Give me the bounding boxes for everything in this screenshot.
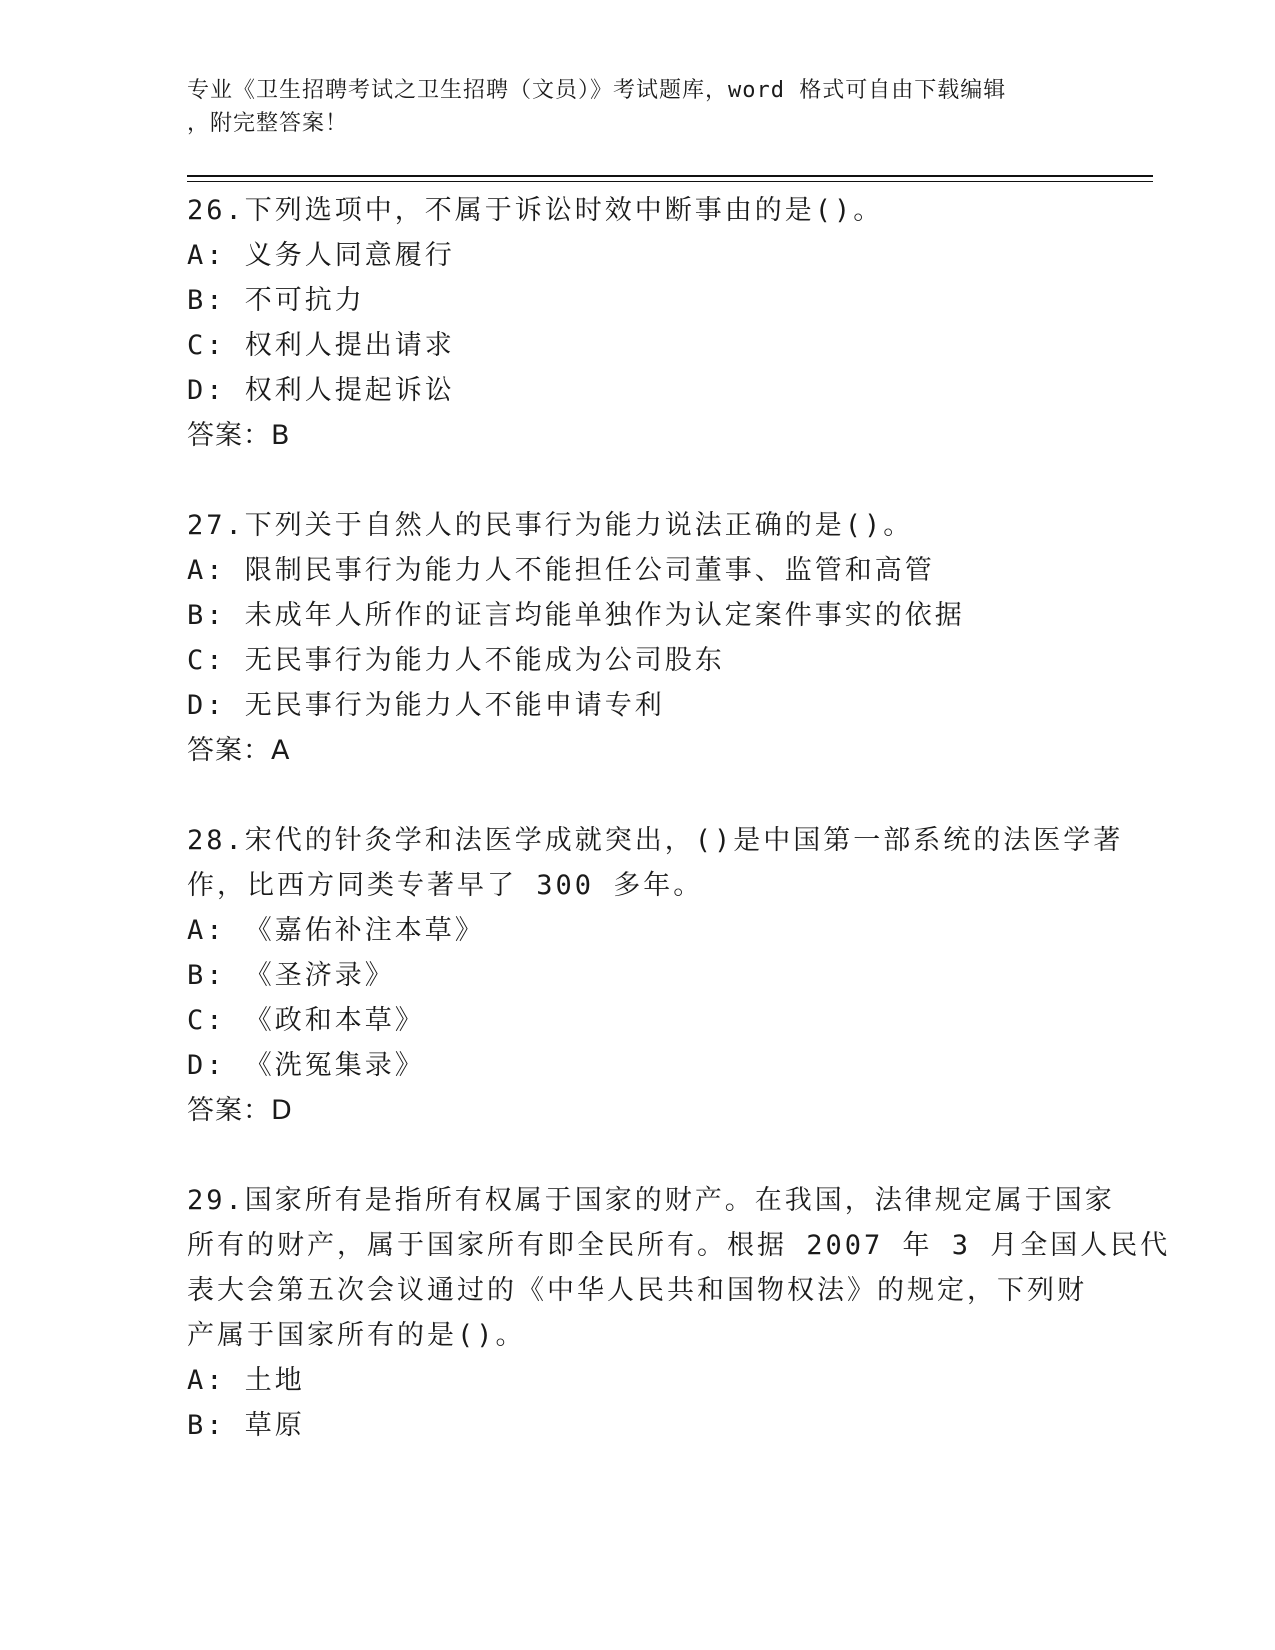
question-29: [187, 1178, 1171, 1448]
answer-text: 答案：A: [187, 735, 291, 766]
option-a: A: 义务人同意履行: [187, 240, 455, 271]
question-28: [187, 818, 1124, 1133]
option-b: B: 不可抗力: [187, 285, 365, 316]
question-26: [187, 188, 1077, 458]
option-d: D: 无民事行为能力人不能申请专利: [187, 690, 665, 721]
option-b: B: 《圣济录》: [187, 960, 395, 991]
option-c: C: 《政和本草》: [187, 1005, 425, 1036]
question-stem: 27.下列关于自然人的民事行为能力说法正确的是()。: [187, 510, 914, 541]
question-stem: 表大会第五次会议通过的《中华人民共和国物权法》的规定，下列财: [187, 1275, 1087, 1306]
option-a: A: 土地: [187, 1365, 305, 1396]
option-d: D: 权利人提起诉讼: [187, 375, 455, 406]
question-stem: 28.宋代的针灸学和法医学成就突出，()是中国第一部系统的法医学著: [187, 825, 1124, 856]
option-c: C: 无民事行为能力人不能成为公司股东: [187, 645, 725, 676]
question-stem: 26.下列选项中，不属于诉讼时效中断事由的是()。: [187, 195, 884, 226]
header-line: 专业《卫生招聘考试之卫生招聘（文员）》考试题库，word 格式可自由下载编辑: [187, 78, 1007, 103]
question-stem: 作，比西方同类专著早了 300 多年。: [187, 870, 704, 901]
option-c: C: 权利人提出请求: [187, 330, 455, 361]
question-stem: 所有的财产，属于国家所有即全民所有。根据 2007 年 3 月全国人民代: [187, 1230, 1171, 1261]
question-27: [187, 503, 1077, 773]
option-a: A: 《嘉佑补注本草》: [187, 915, 485, 946]
question-stem: 29.国家所有是指所有权属于国家的财产。在我国，法律规定属于国家: [187, 1185, 1115, 1216]
question-list: [187, 188, 1171, 1448]
answer-text: 答案：D: [187, 1095, 293, 1126]
option-d: D: 《洗冤集录》: [187, 1050, 425, 1081]
header-line: ，附完整答案！: [187, 111, 349, 136]
answer-text: 答案：B: [187, 420, 291, 451]
option-b: B: 草原: [187, 1410, 305, 1441]
header-divider-thick: [187, 175, 1153, 177]
option-a: A: 限制民事行为能力人不能担任公司董事、监管和高管: [187, 555, 935, 586]
document-header: [187, 74, 1087, 140]
header-divider-thin: [187, 181, 1153, 182]
option-b: B: 未成年人所作的证言均能单独作为认定案件事实的依据: [187, 600, 965, 631]
question-stem: 产属于国家所有的是()。: [187, 1320, 526, 1351]
